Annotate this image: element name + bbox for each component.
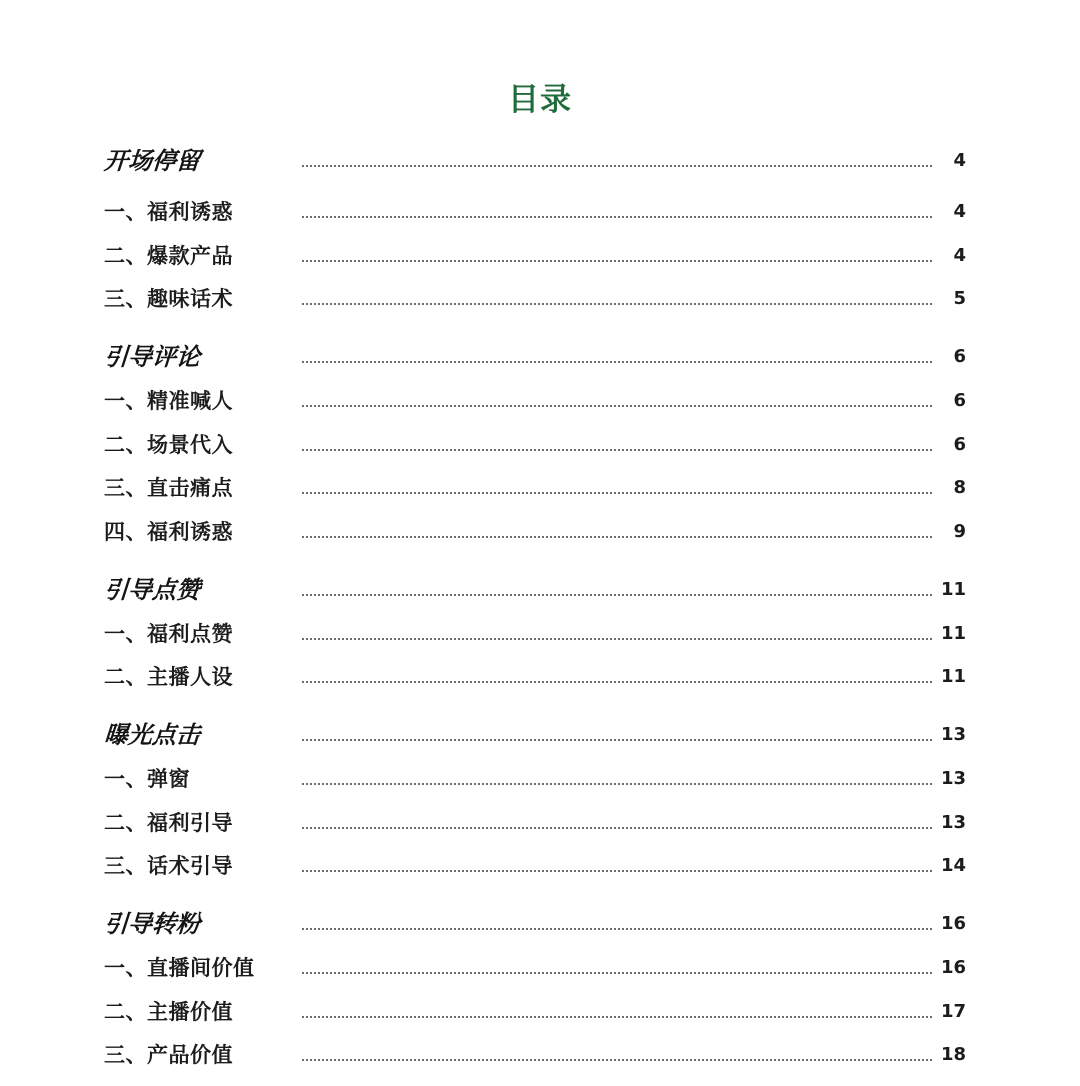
toc-entry-section[interactable] (104, 909, 974, 939)
toc-entry-page-number: 13 (940, 812, 966, 833)
toc-entry-item[interactable] (104, 284, 974, 314)
toc-dot-leader (302, 536, 932, 538)
toc-entry-page-number: 11 (940, 579, 966, 600)
toc-entry-page-number: 5 (953, 288, 966, 309)
toc-entry-label: 三、趣味话术 (104, 287, 233, 311)
toc-entry-label: 一、福利点赞 (104, 622, 233, 646)
toc-entry-page-number: 11 (940, 623, 966, 644)
toc-entry-label: 一、精准喊人 (104, 389, 233, 413)
toc-entry-item[interactable] (104, 517, 974, 547)
toc-entry-page-number: 18 (940, 1044, 966, 1065)
toc-entry-label: 一、弹窗 (104, 767, 190, 791)
toc-entry-page-number: 13 (940, 768, 966, 789)
toc-entry-page-number: 16 (940, 913, 966, 934)
toc-title: 目录 (508, 82, 572, 118)
toc-entry-page-number: 14 (940, 855, 966, 876)
toc-dot-leader (302, 972, 932, 974)
toc-dot-leader (302, 260, 932, 262)
toc-dot-leader (302, 928, 932, 930)
toc-entry-label: 二、主播人设 (104, 665, 233, 689)
toc-dot-leader (302, 827, 932, 829)
toc-entry-item[interactable] (104, 953, 974, 983)
toc-entry-label: 二、福利引导 (104, 811, 233, 835)
toc-entry-item[interactable] (104, 997, 974, 1027)
toc-dot-leader (302, 303, 932, 305)
toc-entry-page-number: 6 (953, 346, 966, 367)
toc-entry-label: 三、产品价值 (104, 1043, 233, 1067)
toc-dot-leader (302, 870, 932, 872)
toc-dot-leader (302, 165, 932, 167)
toc-dot-leader (302, 739, 932, 741)
toc-entry-label: 二、主播价值 (104, 1000, 233, 1024)
toc-entry-label: 引导转粉 (103, 910, 201, 938)
toc-entry-item[interactable] (104, 1040, 974, 1070)
toc-entry-page-number: 11 (940, 666, 966, 687)
toc-entry-label: 引导评论 (103, 343, 201, 371)
toc-entry-label: 三、话术引导 (104, 854, 233, 878)
toc-dot-leader (302, 492, 932, 494)
toc-dot-leader (302, 216, 932, 218)
toc-entry-item[interactable] (104, 662, 974, 692)
toc-entry-section[interactable] (104, 146, 974, 176)
toc-entry-page-number: 6 (953, 390, 966, 411)
toc-dot-leader (302, 1016, 932, 1018)
toc-entry-page-number: 8 (953, 477, 966, 498)
toc-entry-label: 三、直击痛点 (104, 476, 233, 500)
toc-entry-section[interactable] (104, 575, 974, 605)
toc-dot-leader (302, 681, 932, 683)
toc-dot-leader (302, 449, 932, 451)
toc-dot-leader (302, 638, 932, 640)
toc-dot-leader (302, 405, 932, 407)
toc-entry-label: 一、福利诱惑 (104, 200, 233, 224)
toc-entry-label: 一、直播间价值 (104, 956, 255, 980)
toc-entry-item[interactable] (104, 386, 974, 416)
toc-entry-section[interactable] (104, 342, 974, 372)
toc-entry-item[interactable] (104, 619, 974, 649)
toc-entry-item[interactable] (104, 764, 974, 794)
toc-entry-page-number: 13 (940, 724, 966, 745)
toc-entry-page-number: 4 (953, 150, 966, 171)
toc-entry-page-number: 4 (953, 201, 966, 222)
toc-entry-item[interactable] (104, 241, 974, 271)
toc-entry-page-number: 6 (953, 434, 966, 455)
toc-entry-page-number: 17 (940, 1001, 966, 1022)
toc-entry-section[interactable] (104, 720, 974, 750)
toc-dot-leader (302, 594, 932, 596)
toc-entry-label: 曝光点击 (103, 721, 201, 749)
toc-dot-leader (302, 1059, 932, 1061)
toc-entry-item[interactable] (104, 851, 974, 881)
toc-dot-leader (302, 361, 932, 363)
toc-entry-page-number: 9 (953, 521, 966, 542)
toc-entry-label: 二、场景代入 (104, 433, 233, 457)
toc-entry-item[interactable] (104, 197, 974, 227)
toc-entry-label: 开场停留 (103, 147, 201, 175)
toc-entry-label: 四、福利诱惑 (104, 520, 233, 544)
toc-entry-page-number: 16 (940, 957, 966, 978)
toc-entry-item[interactable] (104, 808, 974, 838)
toc-dot-leader (302, 783, 932, 785)
toc-entry-label: 二、爆款产品 (104, 244, 233, 268)
toc-entry-item[interactable] (104, 430, 974, 460)
toc-entry-label: 引导点赞 (103, 576, 201, 604)
toc-entry-page-number: 4 (953, 245, 966, 266)
toc-entry-item[interactable] (104, 473, 974, 503)
